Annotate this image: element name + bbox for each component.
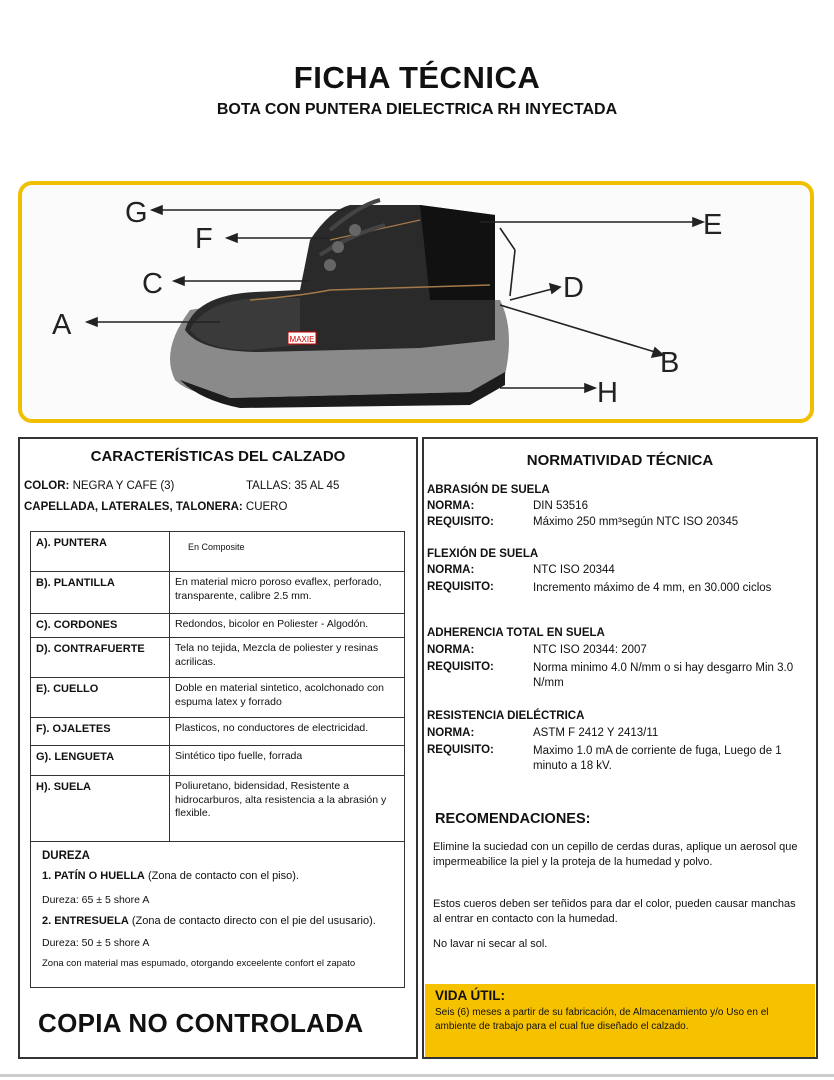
page-title: FICHA TÉCNICA [293, 60, 541, 95]
color-value: NEGRA Y CAFE (3) [72, 480, 175, 492]
feature-value: Tela no tejida, Mezcla de poliester y resinas acrilicas. [170, 638, 405, 678]
dureza-item-1-value: Dureza: 65 ± 5 shore A [42, 894, 150, 906]
boot-illustration [0, 0, 834, 430]
table-row [31, 614, 405, 638]
recomendacion-paragraph: No lavar ni secar al sol. [433, 938, 548, 950]
feature-value: En Composite [170, 532, 405, 572]
norma-value: NTC ISO 20344 [533, 564, 615, 576]
feature-value: Doble en material sintetico, acolchonado con espuma latex y forrado [170, 678, 405, 718]
table-row [31, 678, 405, 718]
dureza-item-2 [42, 915, 376, 927]
feature-value: Poliuretano, bidensidad, Resistente a hidrocarburos, alta resistencia a la abrasión y flexible. [170, 776, 405, 842]
vida-util-title: VIDA ÚTIL: [435, 988, 505, 1003]
requisito-value: Maximo 1.0 mA de corriente de fuga, Luego de 1 minuto a 18 kV. [533, 745, 782, 772]
callout-g: G [125, 197, 148, 229]
table-row [31, 572, 405, 614]
dureza-item-1-label: 1. PATÍN O HUELLA [42, 870, 145, 882]
norma-label: NORMA: [427, 564, 475, 576]
normatividad-title: NORMATIVIDAD TÉCNICA [526, 452, 714, 469]
callout-h: H [597, 377, 618, 409]
table-row [31, 532, 405, 572]
norm-heading: RESISTENCIA DIELÉCTRICA [427, 710, 585, 722]
capellada-label: CAPELLADA, LATERALES, TALONERA: [24, 501, 243, 513]
dureza-item-1 [42, 870, 299, 882]
callout-b: B [660, 347, 680, 379]
feature-key: A). PUNTERA [31, 532, 170, 572]
feature-key: G). LENGUETA [31, 746, 170, 776]
callout-f: F [195, 223, 213, 255]
page-subtitle: BOTA CON PUNTERA DIELECTRICA RH INYECTADA [216, 101, 618, 118]
norm-heading: ABRASIÓN DE SUELA [427, 484, 550, 496]
table-row [31, 776, 405, 842]
requisito-label: REQUISITO: [427, 744, 494, 756]
callout-a: A [52, 309, 72, 341]
norma-value: DIN 53516 [533, 500, 588, 512]
recomendaciones-title: RECOMENDACIONES: [435, 811, 591, 827]
callout-d: D [563, 272, 584, 304]
color-line [24, 480, 174, 492]
dureza-note: Zona con material mas espumado, otorgando exceelente confort el zapato [42, 958, 356, 969]
tallas: TALLAS: 35 AL 45 [246, 480, 340, 492]
recomendacion-paragraph: Estos cueros deben ser teñidos para dar el color, pueden causar manchas al entrar en contacto con la humedad. [433, 898, 796, 926]
features-table [30, 531, 405, 842]
norma-value: NTC ISO 20344: 2007 [533, 644, 647, 656]
feature-key: E). CUELLO [31, 678, 170, 718]
norma-label: NORMA: [427, 500, 475, 512]
caracteristicas-title: CARACTERÍSTICAS DEL CALZADO [90, 448, 346, 465]
requisito-label: REQUISITO: [427, 661, 494, 673]
capellada-line [24, 501, 287, 513]
feature-key: F). OJALETES [31, 718, 170, 746]
requisito-value: Norma minimo 4.0 N/mm o si hay desgarro Min 3.0 N/mm [533, 662, 794, 689]
dureza-item-2-value: Dureza: 50 ± 5 shore A [42, 937, 150, 949]
uncontrolled-copy-stamp: COPIA NO CONTROLADA [38, 1008, 364, 1038]
dureza-item-1-desc: (Zona de contacto con el piso). [147, 870, 299, 882]
boot-logo-text: MAXIE [289, 335, 315, 344]
dureza-item-2-desc: (Zona de contacto directo con el pie del ususario). [131, 915, 376, 927]
feature-key: C). CORDONES [31, 614, 170, 638]
footer-divider [0, 1074, 834, 1077]
feature-value: Plasticos, no conductores de electricidad. [170, 718, 405, 746]
feature-key: D). CONTRAFUERTE [31, 638, 170, 678]
requisito-label: REQUISITO: [427, 581, 494, 593]
callout-c: C [142, 268, 163, 300]
table-row [31, 746, 405, 776]
feature-key: B). PLANTILLA [31, 572, 170, 614]
requisito-value: Incremento máximo de 4 mm, en 30.000 ciclos [533, 582, 772, 594]
requisito-value: Máximo 250 mm³según NTC ISO 20345 [533, 516, 739, 528]
norm-heading: FLEXIÓN DE SUELA [427, 548, 539, 560]
vida-util-text: Seis (6) meses a partir de su fabricación, de Almacenamiento y/o Uso en el ambiente de trabajo para el cual fue diseñado el calzado. [435, 1007, 769, 1032]
capellada-value: CUERO [245, 501, 288, 513]
norm-heading: ADHERENCIA TOTAL EN SUELA [427, 627, 605, 639]
dureza-item-2-label: 2. ENTRESUELA [42, 915, 129, 927]
norma-label: NORMA: [427, 644, 475, 656]
requisito-label: REQUISITO: [427, 516, 494, 528]
feature-value: En material micro poroso evaflex, perforado, transparente, calibre 2.5 mm. [170, 572, 405, 614]
norma-value: ASTM F 2412 Y 2413/11 [533, 727, 659, 739]
feature-value: Sintético tipo fuelle, forrada [170, 746, 405, 776]
table-row [31, 638, 405, 678]
callout-e: E [703, 209, 723, 241]
table-row [31, 718, 405, 746]
norma-label: NORMA: [427, 727, 475, 739]
feature-key: H). SUELA [31, 776, 170, 842]
dureza-title: DUREZA [42, 850, 90, 862]
recomendacion-paragraph: Elimine la suciedad con un cepillo de cerdas duras, aplique un aerosol que impermeabilice la piel y la proteja de la humedad y polvo. [433, 841, 798, 869]
feature-value: Redondos, bicolor en Poliester - Algodón. [170, 614, 405, 638]
color-label: COLOR: [24, 480, 70, 492]
